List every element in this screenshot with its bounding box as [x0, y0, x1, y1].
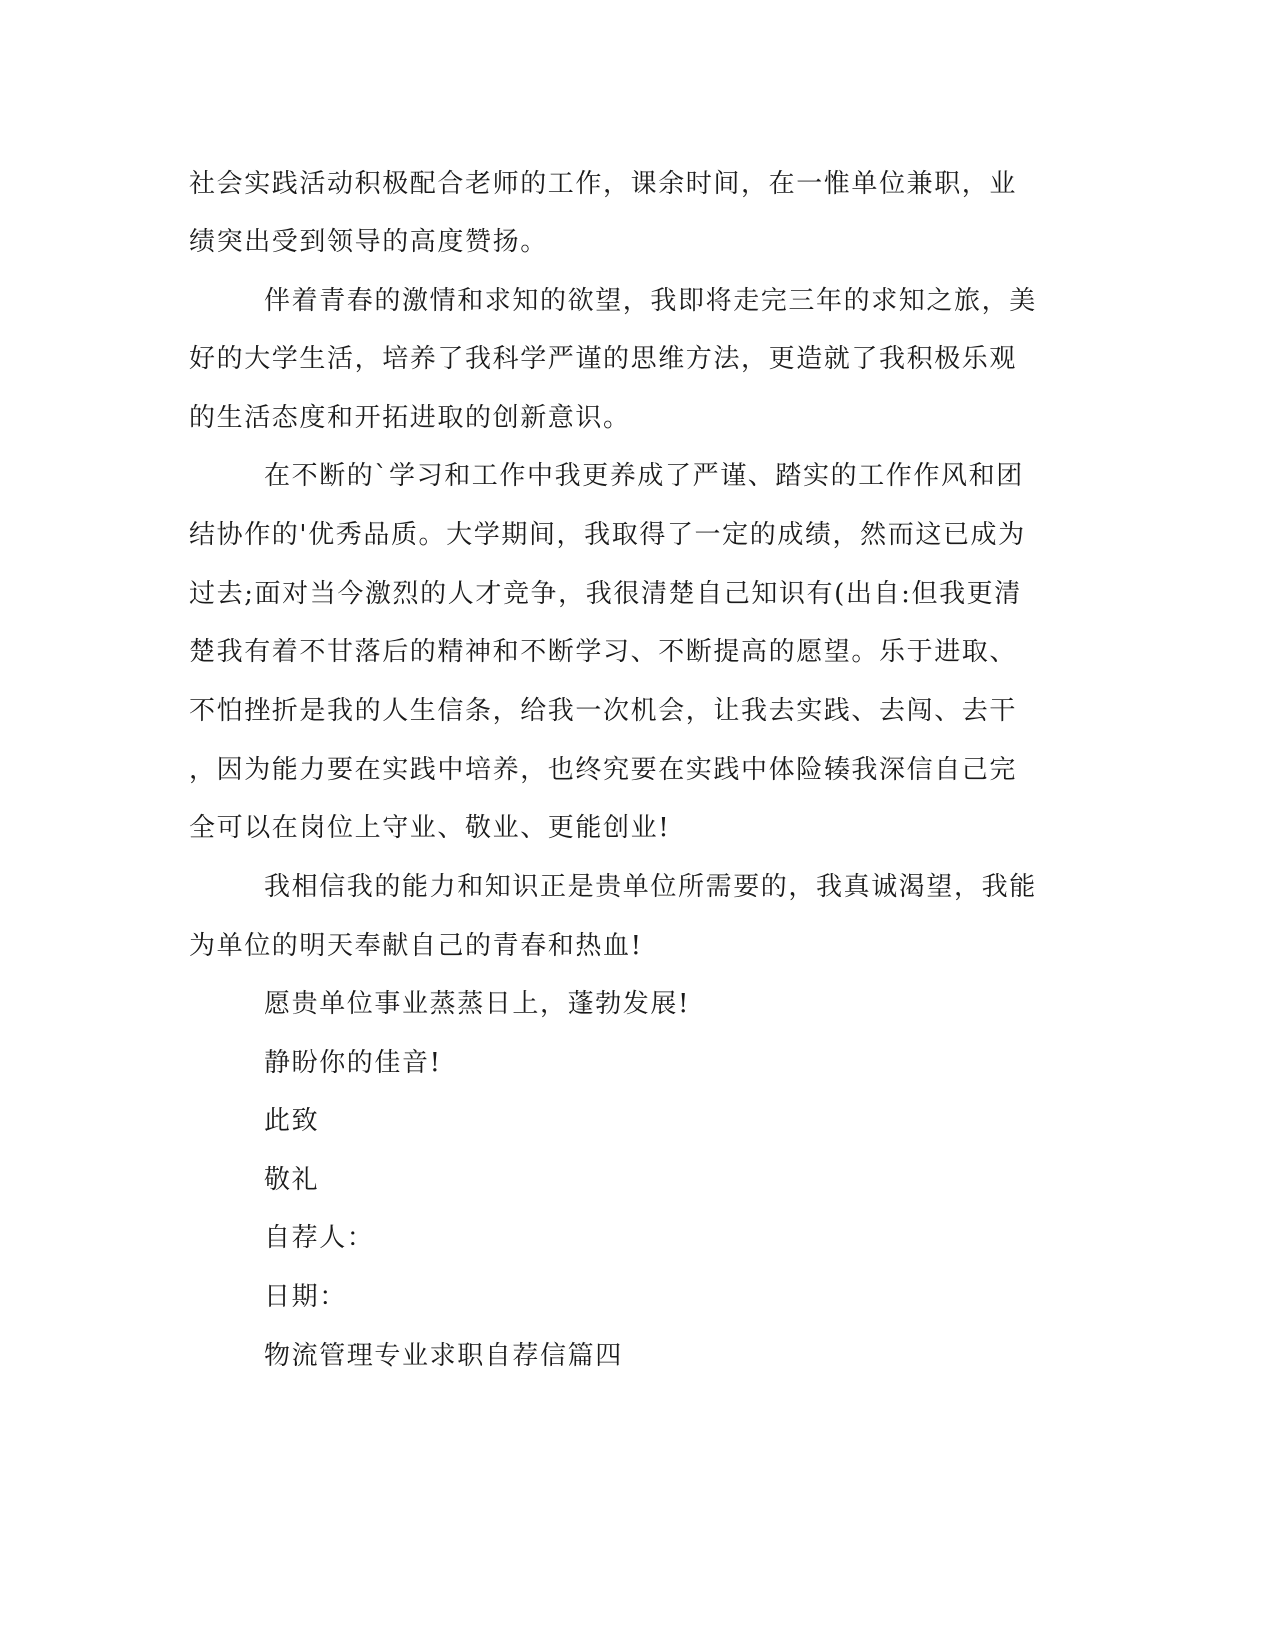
paragraph-line: 不怕挫折是我的人生信条，给我一次机会，让我去实践、去闯、去干	[189, 696, 1018, 726]
closing-regards: 敬礼	[264, 1165, 320, 1195]
paragraph-line: 静盼你的佳音!	[264, 1048, 442, 1078]
paragraph-line: 我相信我的能力和知识正是贵单位所需要的，我真诚渴望，我能	[264, 872, 1037, 902]
paragraph-line: ，因为能力要在实践中培养，也终究要在实践中体险辏我深信自己完	[189, 755, 1018, 785]
paragraph-line: 楚我有着不甘落后的精神和不断学习、不断提高的愿望。乐于进取、	[189, 637, 1018, 667]
section-heading: 物流管理专业求职自荐信篇四	[264, 1341, 623, 1371]
paragraph-line: 的生活态度和开拓进取的创新意识。	[189, 403, 631, 433]
paragraph-line: 愿贵单位事业蒸蒸日上，蓬勃发展!	[264, 989, 691, 1019]
paragraph-line: 社会实践活动积极配合老师的工作，课余时间，在一惟单位兼职，业	[189, 169, 1018, 199]
paragraph-line: 全可以在岗位上守业、敬业、更能创业!	[189, 813, 671, 843]
paragraph-line: 在不断的`学习和工作中我更养成了严谨、踏实的工作作风和团	[264, 461, 1024, 491]
paragraph-line: 好的大学生活，培养了我科学严谨的思维方法，更造就了我积极乐观	[189, 344, 1018, 374]
paragraph-line: 绩突出受到领导的高度赞扬。	[189, 227, 548, 257]
signature-label: 自荐人：	[264, 1223, 375, 1253]
paragraph-line: 结协作的'优秀品质。大学期间，我取得了一定的成绩，然而这已成为	[189, 520, 1026, 550]
date-label: 日期：	[264, 1282, 347, 1312]
paragraph-line: 伴着青春的激情和求知的欲望，我即将走完三年的求知之旅，美	[264, 286, 1037, 316]
closing-salutation: 此致	[264, 1106, 320, 1136]
paragraph-line: 过去;面对当今激烈的人才竞争，我很清楚自己知识有(出自:但我更清	[189, 579, 1022, 609]
paragraph-line: 为单位的明天奉献自己的青春和热血!	[189, 931, 643, 961]
